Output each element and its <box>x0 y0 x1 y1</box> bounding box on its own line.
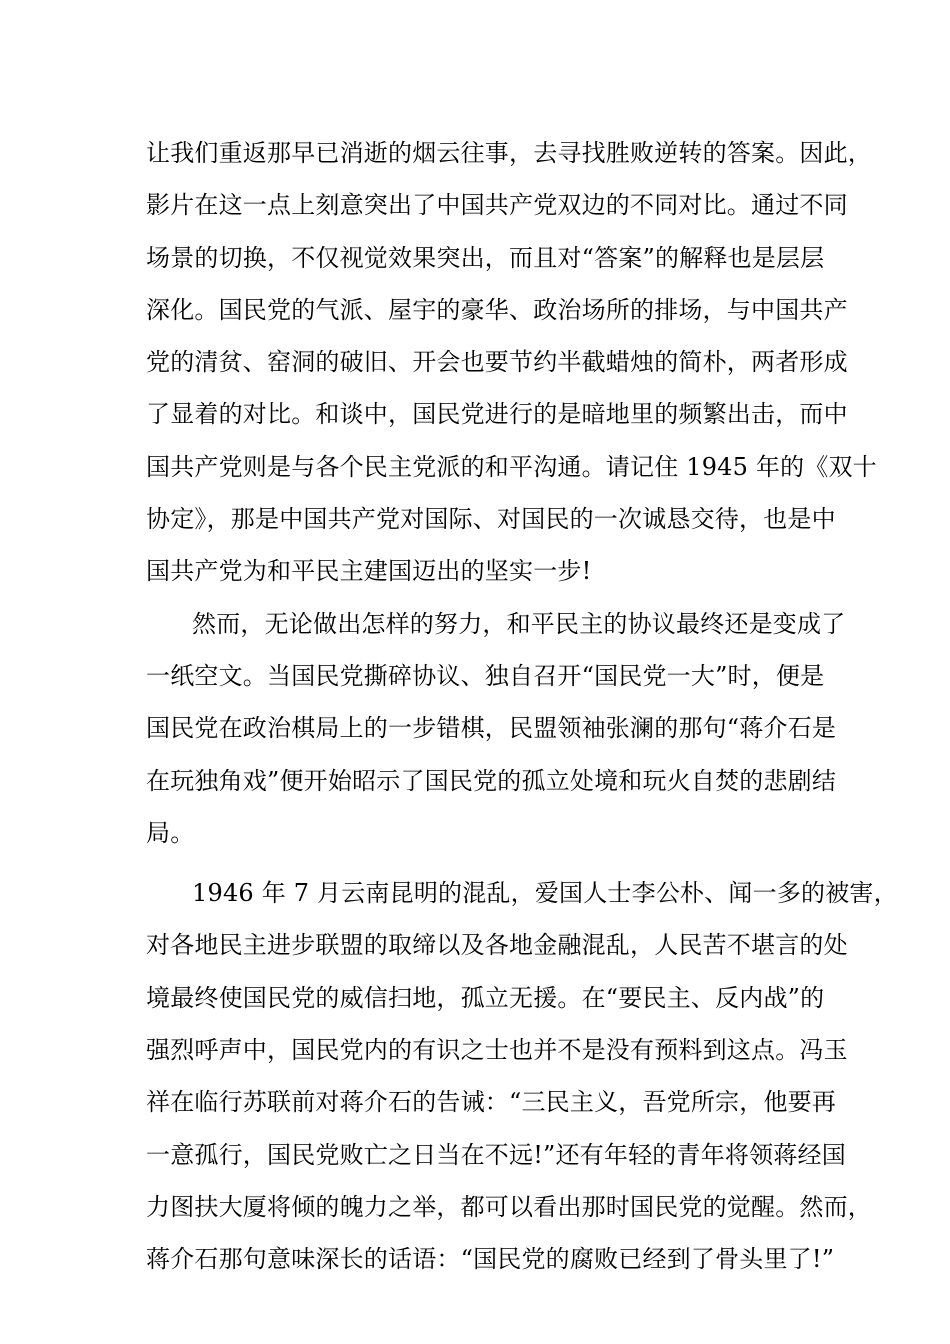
text-line: 境最终使国民党的威信扫地，孤立无援。在“要民主、反内战”的 <box>146 983 825 1012</box>
text-line: 了显着的对比。和谈中，国民党进行的是暗地里的频繁出击，而中 <box>146 400 848 429</box>
text-line: 一纸空文。当国民党撕碎协议、独自召开“国民党一大”时，便是 <box>146 661 825 690</box>
text-line: 一意孤行，国民党败亡之日当在不远!”还有年轻的青年将领蒋经国 <box>146 1140 846 1169</box>
text-line: 影片在这一点上刻意突出了中国共产党双边的不同对比。通过不同 <box>146 191 848 220</box>
paragraph-1 <box>146 127 877 598</box>
text-line: 国民党在政治棋局上的一步错棋，民盟领袖张澜的那句“蒋介石是 <box>146 714 837 743</box>
text-line: 让我们重返那早已消逝的烟云往事，去寻找胜败逆转的答案。因此， <box>146 139 872 167</box>
text-line: 1946 年 7 月云南昆明的混乱，爱国人士李公朴、闻一多的被害， <box>192 879 898 908</box>
text-line: 强烈呼声中，国民党内的有识之士也并不是没有预料到这点。冯玉 <box>146 1036 848 1065</box>
text-line: 蒋介石那句意味深长的话语：“国民党的腐败已经到了骨头里了!” <box>146 1245 835 1274</box>
text-line: 深化。国民党的气派、屋宇的豪华、政治场所的排场，与中国共产 <box>146 295 848 324</box>
paragraph-gap <box>146 859 826 867</box>
paragraph-3 <box>146 867 898 1285</box>
text-line: 场景的切换，不仅视觉效果突出，而且对“答案”的解释也是层层 <box>146 243 825 272</box>
text-line: 然而，无论做出怎样的努力，和平民主的协议最终还是变成了 <box>192 609 846 638</box>
text-line: 党的清贫、窑洞的破旧、开会也要节约半截蜡烛的简朴，两者形成 <box>146 348 848 377</box>
text-line: 力图扶大厦将倾的魄力之举，都可以看出那时国民党的觉醒。然而， <box>146 1192 872 1221</box>
document-body <box>146 127 898 1286</box>
text-line: 在玩独角戏”便开始昭示了国民党的孤立处境和玩火自焚的悲剧结 <box>146 766 837 795</box>
paragraph-2 <box>146 598 846 859</box>
text-line: 对各地民主进步联盟的取缔以及各地金融混乱，人民苦不堪言的处 <box>146 931 848 960</box>
text-line: 国共产党则是与各个民主党派的和平沟通。请记住 1945 年的《双十 <box>146 452 877 481</box>
text-line: 局。 <box>146 818 195 847</box>
text-line: 祥在临行苏联前对蒋介石的告诫：“三民主义，吾党所宗，他要再 <box>146 1088 837 1117</box>
text-line: 协定》，那是中国共产党对国际、对国民的一次诚恳交待，也是中 <box>146 505 836 534</box>
text-line: 国共产党为和平民主建国迈出的坚实一步! <box>146 557 592 586</box>
